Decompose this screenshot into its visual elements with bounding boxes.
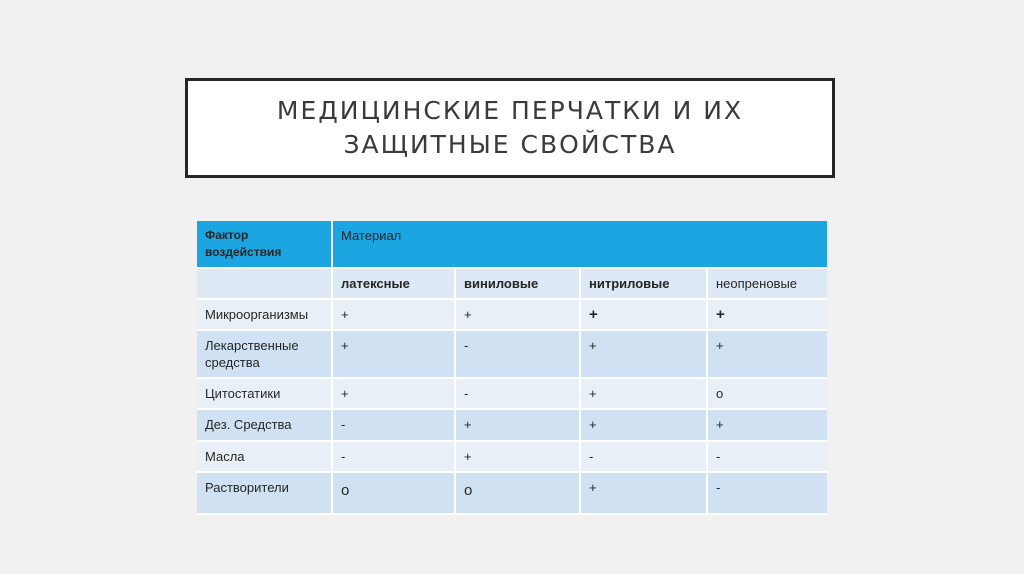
value-cell: + [456,410,581,442]
value-cell: + [581,473,708,515]
protection-table [197,221,827,515]
value-cell: o [456,473,581,515]
value-cell: + [708,410,827,442]
value-cell: + [708,331,827,379]
value-cell: - [456,379,581,410]
value-cell: - [333,442,456,473]
materials-row [197,269,827,300]
table-header-row [197,221,827,269]
factor-header: Фактор воздействия [197,221,333,269]
material-neoprene: неопреновые [708,269,827,300]
value-cell: - [581,442,708,473]
table-row [197,379,827,410]
material-header: Материал [333,221,827,269]
value-cell: + [708,300,827,331]
factor-cell: Масла [197,442,333,473]
value-cell: + [581,300,708,331]
value-cell: + [581,379,708,410]
factor-cell: Цитостатики [197,379,333,410]
material-vinyl: виниловые [456,269,581,300]
table-row [197,410,827,442]
value-cell: + [581,331,708,379]
material-nitrile: нитриловые [581,269,708,300]
value-cell: - [708,473,827,515]
value-cell: + [333,331,456,379]
factor-cell: Растворители [197,473,333,515]
title-box [185,78,835,178]
factor-cell: Дез. Средства [197,410,333,442]
slide-title: МЕДИЦИНСКИЕ ПЕРЧАТКИ И ИХ ЗАЩИТНЫЕ СВОЙСТВА [276,96,744,159]
table-row [197,442,827,473]
table-row [197,473,827,515]
factor-cell: Микроорганизмы [197,300,333,331]
value-cell: - [456,331,581,379]
value-cell: o [333,473,456,515]
value-cell: o [708,379,827,410]
table-row [197,331,827,379]
value-cell: + [456,300,581,331]
value-cell: - [708,442,827,473]
value-cell: + [333,379,456,410]
materials-row-empty [197,269,333,300]
material-latex: латексные [333,269,456,300]
value-cell: - [333,410,456,442]
value-cell: + [581,410,708,442]
table-row [197,300,827,331]
factor-cell: Лекарственные средства [197,331,333,379]
value-cell: + [456,442,581,473]
value-cell: + [333,300,456,331]
